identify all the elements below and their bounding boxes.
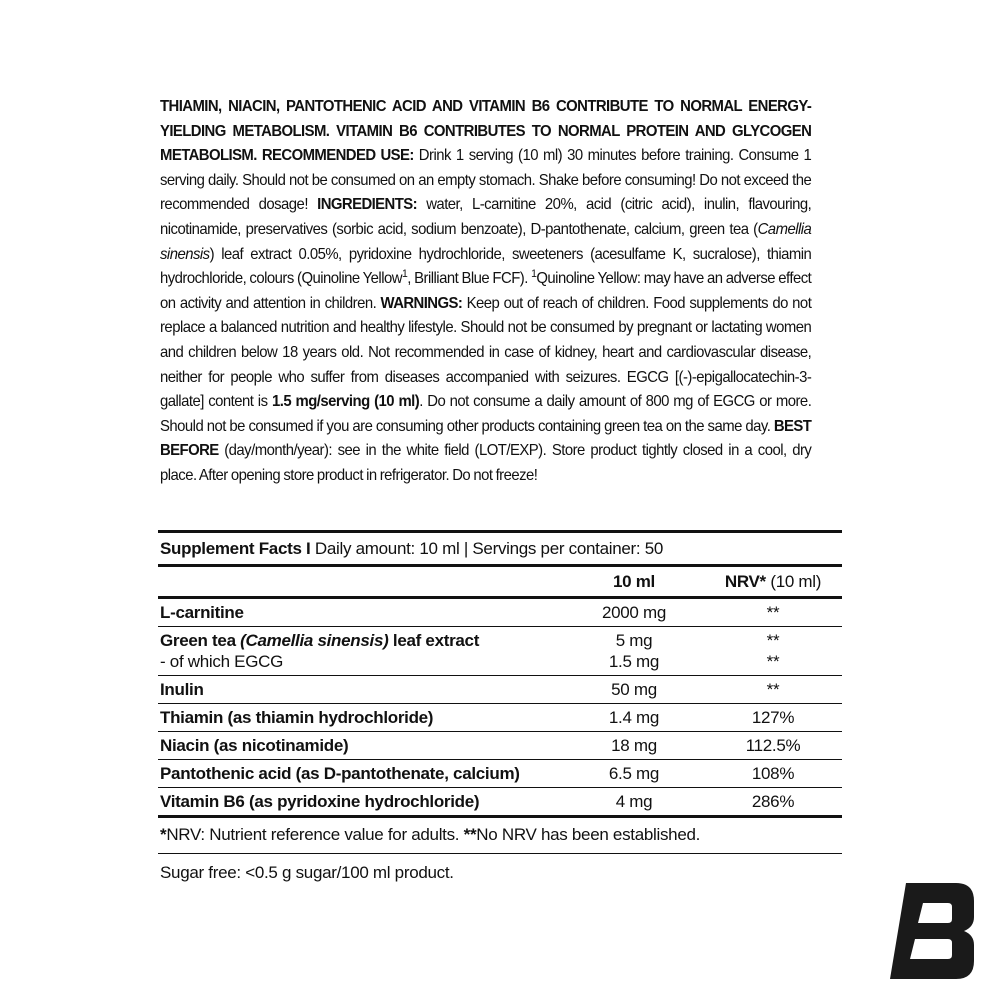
row-amount: 4 mg xyxy=(564,788,704,817)
row-nrv: ** xyxy=(704,598,842,627)
row-name: Vitamin B6 (as pyridoxine hydrochloride) xyxy=(158,788,564,817)
supplement-facts-panel xyxy=(158,530,842,892)
header-nrv-unit: (10 ml) xyxy=(770,572,822,591)
row-name: L-carnitine xyxy=(158,598,564,627)
header-name-cell xyxy=(158,567,564,598)
facts-table xyxy=(158,567,842,818)
row-name-latin: (Camellia sinensis) xyxy=(240,631,389,650)
row-amount-sub: 1.5 mg xyxy=(608,652,660,671)
row-name: Inulin xyxy=(158,676,564,704)
row-amount: 1.4 mg xyxy=(564,704,704,732)
row-nrv xyxy=(704,627,842,676)
sugar-statement: Sugar free: <0.5 g sugar/100 ml product. xyxy=(160,863,454,882)
warnings-text-2: . Do not consume a daily amount of 800 mg of EGCG or more. Should not be consumed if you are consuming other products containing green tea on the same day. xyxy=(160,393,812,435)
row-amount: 6.5 mg xyxy=(564,760,704,788)
header-nrv xyxy=(704,567,842,598)
colour-footnote-mark: 1 xyxy=(531,267,537,280)
row-nrv: 112.5% xyxy=(704,732,842,760)
warnings-text-1: Keep out of reach of children. Food supplements do not replace a balanced nutrition and healthy lifestyle. Should not be consumed by pregnant or lactating women and children below 18 years old. Not recommended in case of kidney, heart and cardiovascular disease, neither for people who suffer from diseases accompanied with seizures. EGCG [(-)-epigallocatechin-3-gallate] content is xyxy=(160,294,812,411)
row-amount: 2000 mg xyxy=(564,598,704,627)
footnote-star: * xyxy=(160,825,167,844)
table-row xyxy=(158,760,842,788)
facts-header xyxy=(158,530,842,567)
table-row xyxy=(158,627,842,676)
row-nrv: 127% xyxy=(704,704,842,732)
ingredients-footnote-mark: 1 xyxy=(401,267,408,280)
label-text-block xyxy=(160,95,811,489)
row-amount: 18 mg xyxy=(564,732,704,760)
ingredients-label: INGREDIENTS: xyxy=(317,196,417,214)
row-name: Pantothenic acid (as D-pantothenate, calcium) xyxy=(158,760,564,788)
table-row xyxy=(158,788,842,817)
warnings-label: WARNINGS: xyxy=(380,294,463,312)
facts-table-header-row xyxy=(158,567,842,598)
footnote-double-star: ** xyxy=(463,825,477,844)
b-letter-logo-icon xyxy=(890,883,976,979)
table-row xyxy=(158,676,842,704)
ingredients-text-3: , Brilliant Blue FCF). xyxy=(407,270,528,288)
health-claims: THIAMIN, NIACIN, PANTOTHENIC ACID AND VITAMIN B6 CONTRIBUTE TO NORMAL ENERGY-YIELDING METABOLISM. VITAMIN B6 CONTRIBUTES TO NORMAL PROTEIN AND GLYCOGEN METABOLISM. xyxy=(160,98,812,165)
row-nrv: 108% xyxy=(704,760,842,788)
row-nrv: 286% xyxy=(704,788,842,817)
header-nrv-label: NRV* xyxy=(724,572,766,591)
nrv-footnote xyxy=(158,818,842,854)
logo-shape xyxy=(890,883,974,979)
row-name: Niacin (as nicotinamide) xyxy=(158,732,564,760)
best-before-label: BEST BEFORE xyxy=(160,417,812,460)
row-nrv-main: ** xyxy=(766,631,780,650)
best-before-text: (day/month/year): see in the white field (LOT/EXP). Store product tightly closed in a cool, dry place. After opening store product in refrigerator. Do not freeze! xyxy=(160,442,812,484)
ingredients-latin-name: Camellia sinensis xyxy=(160,220,812,263)
row-name: Thiamin (as thiamin hydrochloride) xyxy=(158,704,564,732)
row-name xyxy=(158,627,564,676)
row-amount-main: 5 mg xyxy=(615,631,653,650)
facts-subtitle: Daily amount: 10 ml | Servings per container: 50 xyxy=(314,539,664,558)
footnote-nrv-text: NRV: Nutrient reference value for adults. xyxy=(166,825,464,844)
ingredients-text-2: ) leaf extract 0.05%, pyridoxine hydrochloride, sweeteners (acesulfame K, sucralose), thiamin hydrochloride, colours (Quinoline Yellow xyxy=(160,245,812,288)
row-name-part-b: leaf extract xyxy=(388,631,480,650)
colour-footnote-text: Quinoline Yellow: may have an adverse effect on activity and attention in children. xyxy=(160,270,812,312)
facts-title: Supplement Facts I xyxy=(160,539,311,558)
table-row xyxy=(158,732,842,760)
row-subname: - of which EGCG xyxy=(160,652,284,671)
row-nrv-sub: ** xyxy=(766,652,780,671)
table-row xyxy=(158,704,842,732)
header-amount: 10 ml xyxy=(564,567,704,598)
recommended-use-label: RECOMMENDED USE: xyxy=(261,147,414,165)
egcg-content-value: 1.5 mg/serving (10 ml) xyxy=(271,393,420,411)
row-amount: 50 mg xyxy=(564,676,704,704)
row-nrv: ** xyxy=(704,676,842,704)
ingredients-text-1: water, L-carnitine 20%, acid (citric acid), inulin, flavouring, nicotinamide, preservatives (sorbic acid, sodium benzoate), D-pantothenate, calcium, green tea ( xyxy=(160,196,812,238)
footnote-no-nrv-text: No NRV has been established. xyxy=(476,825,701,844)
table-row xyxy=(158,598,842,627)
row-amount xyxy=(564,627,704,676)
recommended-use-text: Drink 1 serving (10 ml) 30 minutes before training. Consume 1 serving daily. Should not be consumed on an empty stomach. Shake before consuming! Do not exceed the recommended dosage! xyxy=(160,147,812,214)
row-name-part-a: Green tea xyxy=(160,631,241,650)
